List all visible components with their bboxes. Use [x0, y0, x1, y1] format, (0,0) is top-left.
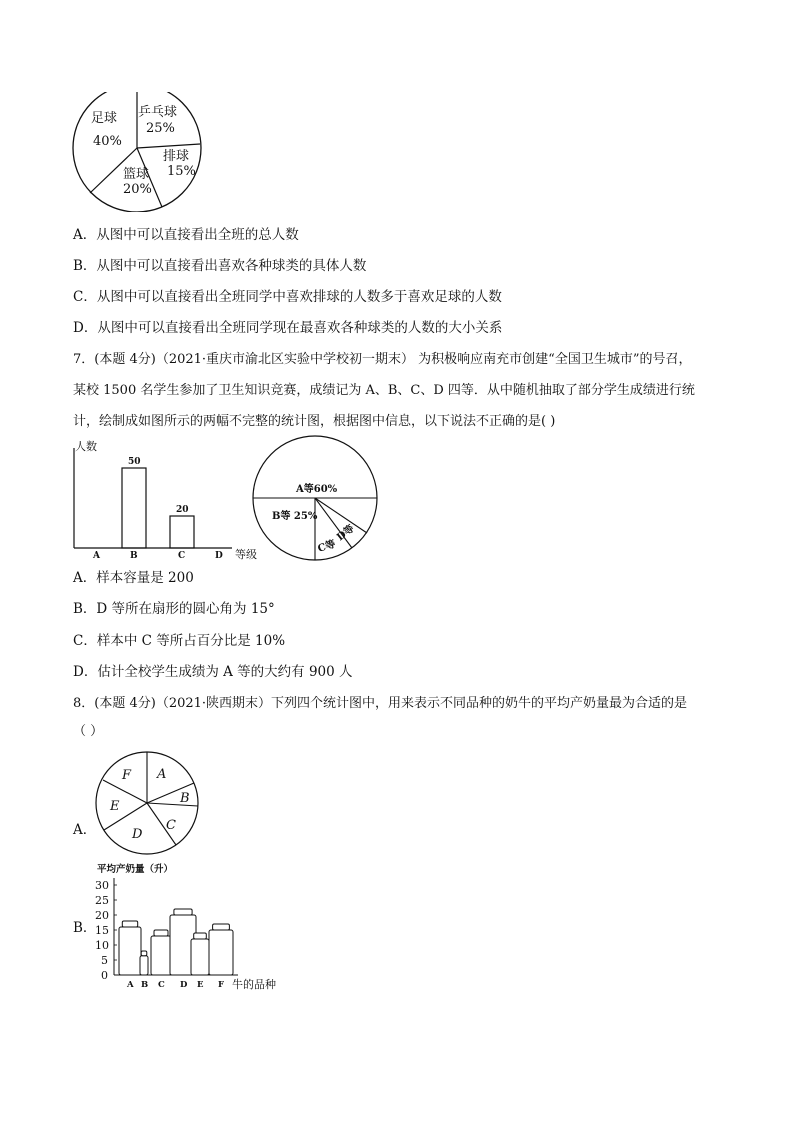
bar-c — [170, 516, 194, 548]
q8-option-a-pie — [94, 750, 200, 856]
pie-value-football: 40% — [93, 134, 122, 149]
x-tick-a: A — [127, 980, 134, 990]
pie-label-football: 足球 — [91, 111, 118, 126]
milk-bottle-a — [119, 921, 141, 975]
q7-stem-line-1: 7．(本题 4分)（2021·重庆市渝北区实验中学校初一期末） 为积极响应南充市创建“全国卫生城市”的号召， — [73, 352, 692, 367]
x-tick-c: C — [158, 980, 165, 990]
q8-option-a-label: A． — [73, 822, 97, 838]
pie-value-volleyball: 15% — [167, 164, 196, 179]
bar-label-b: 50 — [128, 457, 141, 467]
y-tick-10: 10 — [95, 939, 109, 952]
q8-option-b-label: B． — [73, 920, 97, 936]
y-tick-5: 5 — [101, 954, 108, 967]
sector-c: C — [166, 818, 176, 833]
ball-sports-pie-chart — [66, 92, 206, 212]
x-tick-d: D — [180, 980, 188, 990]
pie-divider — [147, 803, 198, 806]
pie-label-d: D等 — [335, 523, 357, 544]
pie-label-pingpong: 乒乓球 — [138, 105, 178, 120]
pie-label-c: C等 — [316, 538, 338, 555]
x-tick-b: B — [130, 551, 138, 561]
pie-value-pingpong: 25% — [146, 121, 175, 136]
grade-pie-chart — [252, 435, 380, 563]
y-tick-20: 20 — [95, 909, 109, 922]
q6-option-a: A．从图中可以直接看出全班的总人数 — [73, 227, 299, 243]
x-tick-e: E — [197, 980, 204, 990]
y-tick-0: 0 — [101, 969, 108, 982]
q8-stem-line-2: （ ） — [73, 724, 104, 739]
q7-option-c: C．样本中 C 等所占百分比是 10% — [73, 633, 286, 649]
y-axis-label: 平均产奶量（升） — [97, 864, 174, 875]
y-tick-25: 25 — [95, 894, 109, 907]
q7-stem-line-2: 某校 1500 名学生参加了卫生知识竞赛，成绩记为 A、B、C、D 四等．从中随机抽取了部分学生成绩进行统 — [73, 383, 695, 398]
pie-value-basketball: 20% — [123, 182, 152, 197]
x-tick-b: B — [141, 980, 149, 990]
q6-option-d: D．从图中可以直接看出全班同学现在最喜欢各种球类的人数的大小关系 — [73, 320, 503, 336]
x-axis-label: 等级 — [235, 548, 257, 561]
y-axis-label: 人数 — [75, 440, 97, 453]
grade-bar-chart — [68, 438, 268, 564]
q7-stem-line-3: 计，绘制成如图所示的两幅不完整的统计图，根据图中信息，以下说法不正确的是( ) — [73, 414, 556, 429]
q8-option-b-chart — [92, 860, 292, 992]
sector-f: F — [122, 768, 132, 783]
q8-stem-line-1: 8．(本题 4分)（2021·陕西期末）下列四个统计图中，用来表示不同品种的奶牛的平均产奶量最为合适的是 — [73, 696, 688, 711]
pie-label-a: A等60% — [296, 484, 338, 495]
milk-bottle-b — [140, 951, 148, 975]
x-tick-d: D — [215, 551, 223, 561]
x-tick-a: A — [93, 551, 100, 561]
q7-option-d: D．估计全校学生成绩为 A 等的大约有 900 人 — [73, 664, 353, 680]
milk-bottle-c — [151, 930, 171, 975]
sector-d: D — [132, 827, 143, 842]
pie-divider — [137, 144, 200, 148]
sector-b: B — [180, 791, 190, 806]
x-tick-c: C — [178, 551, 186, 561]
x-axis-label: 牛的品种 — [232, 978, 276, 991]
sector-a: A — [157, 767, 167, 782]
q7-option-a: A．样本容量是 200 — [73, 570, 194, 586]
y-tick-30: 30 — [95, 879, 109, 892]
y-tick-15: 15 — [95, 924, 109, 937]
milk-bottle-f — [209, 924, 233, 975]
sector-e: E — [110, 799, 120, 814]
q6-option-b: B．从图中可以直接看出喜欢各种球类的具体人数 — [73, 258, 367, 274]
pie-divider — [315, 498, 367, 533]
pie-label-volleyball: 排球 — [163, 149, 190, 164]
milk-bottle-e — [191, 933, 209, 975]
pie-label-basketball: 篮球 — [123, 167, 150, 182]
x-tick-f: F — [218, 980, 225, 990]
pie-label-b: B等 25% — [272, 511, 318, 522]
bar-label-c: 20 — [176, 505, 189, 515]
bar-b — [122, 468, 146, 548]
q6-option-c: C．从图中可以直接看出全班同学中喜欢排球的人数多于喜欢足球的人数 — [73, 289, 502, 305]
q7-option-b: B．D 等所在扇形的圆心角为 15° — [73, 601, 275, 617]
